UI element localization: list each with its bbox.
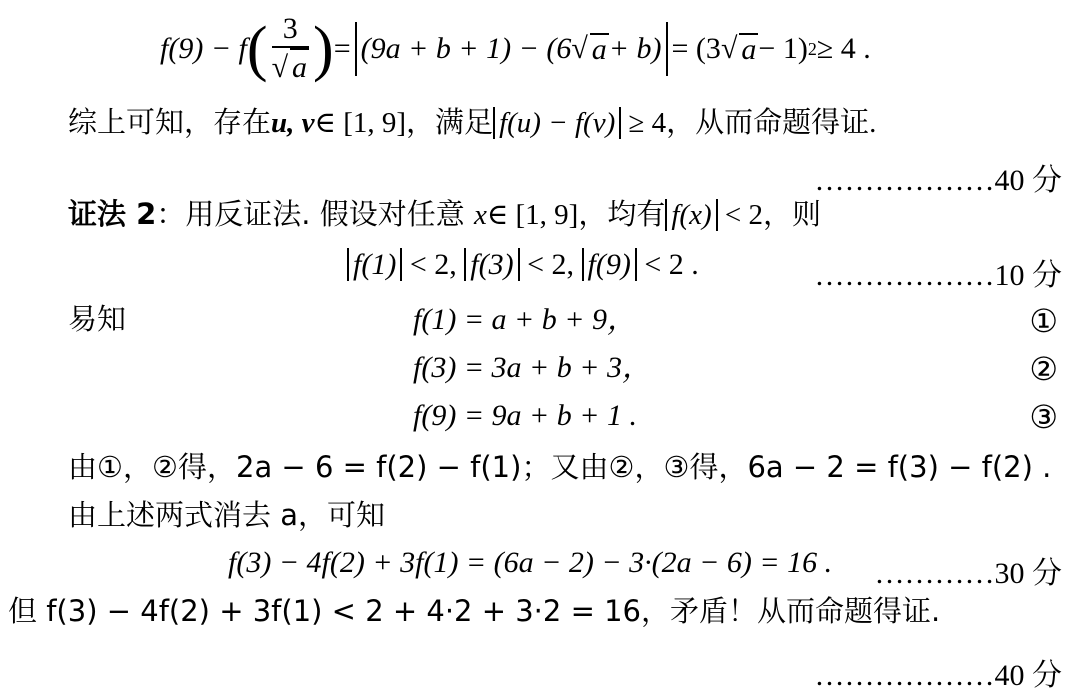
circled-mark-1: ①	[1029, 303, 1058, 339]
eq-part: − 1)	[758, 32, 808, 65]
proof2-intro	[68, 197, 821, 231]
sqrt-radicand: a	[741, 33, 757, 66]
fraction-numerator: 3	[272, 12, 309, 49]
eq-part: (9a + b + 1) − (6	[360, 32, 572, 65]
sqrt-radicand: a	[290, 48, 309, 86]
sqrt-radicand: a	[591, 33, 607, 66]
superscript: 2	[807, 39, 817, 59]
eq-part: =	[333, 32, 351, 65]
text: 综上可知，存在	[68, 105, 272, 139]
score-40-first: ………………40 分	[814, 164, 1062, 197]
inequalities-line	[347, 250, 699, 280]
equation-f9-difference: f(9) − f ( $\frac{3}{√ a}$ ) = (9a + b + 1) − (6 √ a + b) = (3 √ a − 1) 2 ≥ 4 .	[160, 11, 871, 85]
eq-part: f(9) − f	[160, 32, 247, 65]
text: < 2 .	[636, 248, 699, 281]
derivation-line: 由①，②得，2a − 6 = f(2) − f(1)；又由②，③得，6a − 2 = f(3) − f(2) .	[68, 450, 1052, 484]
fraction	[272, 12, 309, 87]
proof-label: 证法 2	[68, 197, 157, 231]
eq-part: = (3	[671, 32, 721, 65]
circled-mark-2: ②	[1029, 351, 1058, 387]
result-equation: f(3) − 4f(2) + 3f(1) = (6a − 2) − 3·(2a − 6) = 16 .	[228, 546, 833, 579]
score-10: ………………10 分	[814, 259, 1062, 292]
equation-2: f(3) = 3a + b + 3，	[413, 351, 653, 384]
text: < 2，则	[717, 199, 821, 231]
equation-1: f(1) = a + b + 9，	[413, 303, 638, 336]
yizhi-label: 易知	[68, 302, 127, 336]
circled-mark-3: ③	[1029, 399, 1058, 435]
right-paren: )	[313, 15, 334, 83]
abs-bar-left	[355, 22, 357, 76]
text: ：用反证法. 假设对任意	[156, 197, 474, 231]
text: ∈ [1, 9]，满足	[314, 107, 494, 139]
abs-expression: f(x)	[665, 199, 717, 231]
math-var: u, v	[271, 107, 315, 139]
score-30: …………30 分	[874, 557, 1062, 590]
text: ≥ 4，从而命题得证.	[621, 107, 877, 139]
abs-expression: f(3)	[464, 248, 519, 281]
eq-part: + b)	[608, 32, 662, 65]
text: < 2,	[402, 248, 465, 281]
equation-3: f(9) = 9a + b + 1 .	[413, 399, 638, 432]
fraction-denominator: √ a	[272, 48, 309, 86]
elimination-line: 由上述两式消去 a，可知	[68, 498, 385, 532]
contradiction-line: 但 f(3) − 4f(2) + 3f(1) < 2 + 4·2 + 3·2 = 16，矛盾！从而命题得证.	[8, 594, 941, 628]
text: < 2,	[519, 248, 582, 281]
left-paren: (	[246, 15, 268, 83]
math-var: x	[473, 199, 487, 231]
conclusion-line	[68, 105, 877, 139]
eq-part: ≥ 4 .	[816, 32, 871, 65]
abs-expression: f(9)	[582, 248, 637, 281]
score-40-final: ………………40 分	[814, 659, 1062, 692]
abs-expression: f(u) − f(v)	[493, 107, 621, 139]
abs-bar-right	[666, 22, 668, 76]
abs-expression: f(1)	[347, 248, 402, 281]
text: ∈ [1, 9]，均有	[486, 199, 666, 231]
